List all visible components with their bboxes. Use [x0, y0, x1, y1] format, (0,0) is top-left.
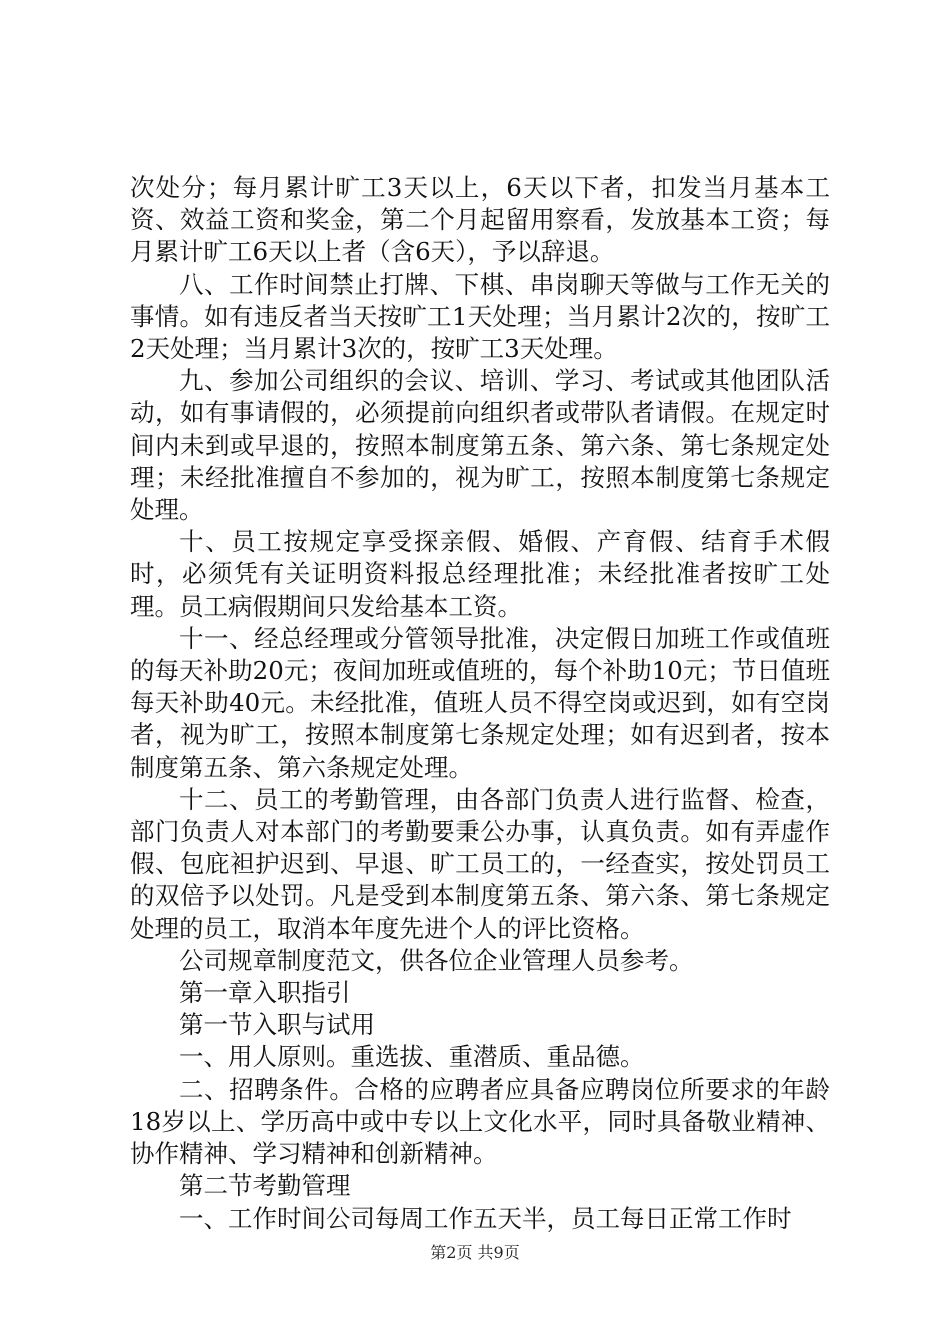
paragraph-article-12: 十二、员工的考勤管理，由各部门负责人进行监督、检查，部门负责人对本部门的考勤要秉公办事，认真负责。如有弄虚作假、包庇袒护迟到、早退、旷工员工的，一经查实，按处罚员工的双倍予以处罚。凡是受到本制度第五条、第六条、第七条规定处理的员工，取消本年度先进个人的评比资格。	[130, 784, 830, 943]
paragraph-article-11: 十一、经总经理或分管领导批准，决定假日加班工作或值班的每天补助20元；夜间加班或值班的，每个补助10元；节日值班每天补助40元。未经批准，值班人员不得空岗或迟到，如有空岗者，视为旷工，按照本制度第七条规定处理；如有迟到者，按本制度第五条、第六条规定处理。	[130, 623, 830, 782]
paragraph-continuation: 次处分；每月累计旷工3天以上，6天以下者，扣发当月基本工资、效益工资和奖金，第二个月起留用察看，发放基本工资；每月累计旷工6天以上者（含6天），予以辞退。	[130, 173, 830, 267]
document-body	[130, 172, 830, 1235]
chapter-heading: 第一章入职指引	[179, 978, 351, 1008]
paragraph-article-8: 八、工作时间禁止打牌、下棋、串岗聊天等做与工作无关的事情。如有违反者当天按旷工1天处理；当月累计2次的，按旷工2天处理；当月累计3次的，按旷工3天处理。	[130, 269, 830, 364]
section-heading-2: 第二节考勤管理	[179, 1171, 351, 1201]
paragraph-article-9: 九、参加公司组织的会议、培训、学习、考试或其他团队活动，如有事请假的，必须提前向组织者或带队者请假。在规定时间内未到或早退的，按照本制度第五条、第六条、第七条规定处理；未经批准擅自不参加的，视为旷工，按照本制度第七条规定处理。	[130, 366, 830, 525]
paragraph-article-10: 十、员工按规定享受探亲假、婚假、产育假、结育手术假时，必须凭有关证明资料报总经理批准；未经批准者按旷工处理。员工病假期间只发给基本工资。	[130, 527, 830, 621]
page-number-footer: 第2页 共9页	[430, 1243, 520, 1262]
paragraph-hiring-principle: 一、用人原则。重选拔、重潜质、重品德。	[179, 1042, 645, 1072]
section-heading-1: 第一节入职与试用	[179, 1010, 375, 1040]
paragraph-hiring-conditions: 二、招聘条件。合格的应聘者应具备应聘岗位所要求的年龄18岁以上、学历高中或中专以上文化水平，同时具备敬业精神、协作精神、学习精神和创新精神。	[130, 1074, 830, 1169]
paragraph-work-hours: 一、工作时间公司每周工作五天半，员工每日正常工作时	[179, 1203, 792, 1233]
paragraph-intro-note: 公司规章制度范文，供各位企业管理人员参考。	[179, 945, 694, 975]
